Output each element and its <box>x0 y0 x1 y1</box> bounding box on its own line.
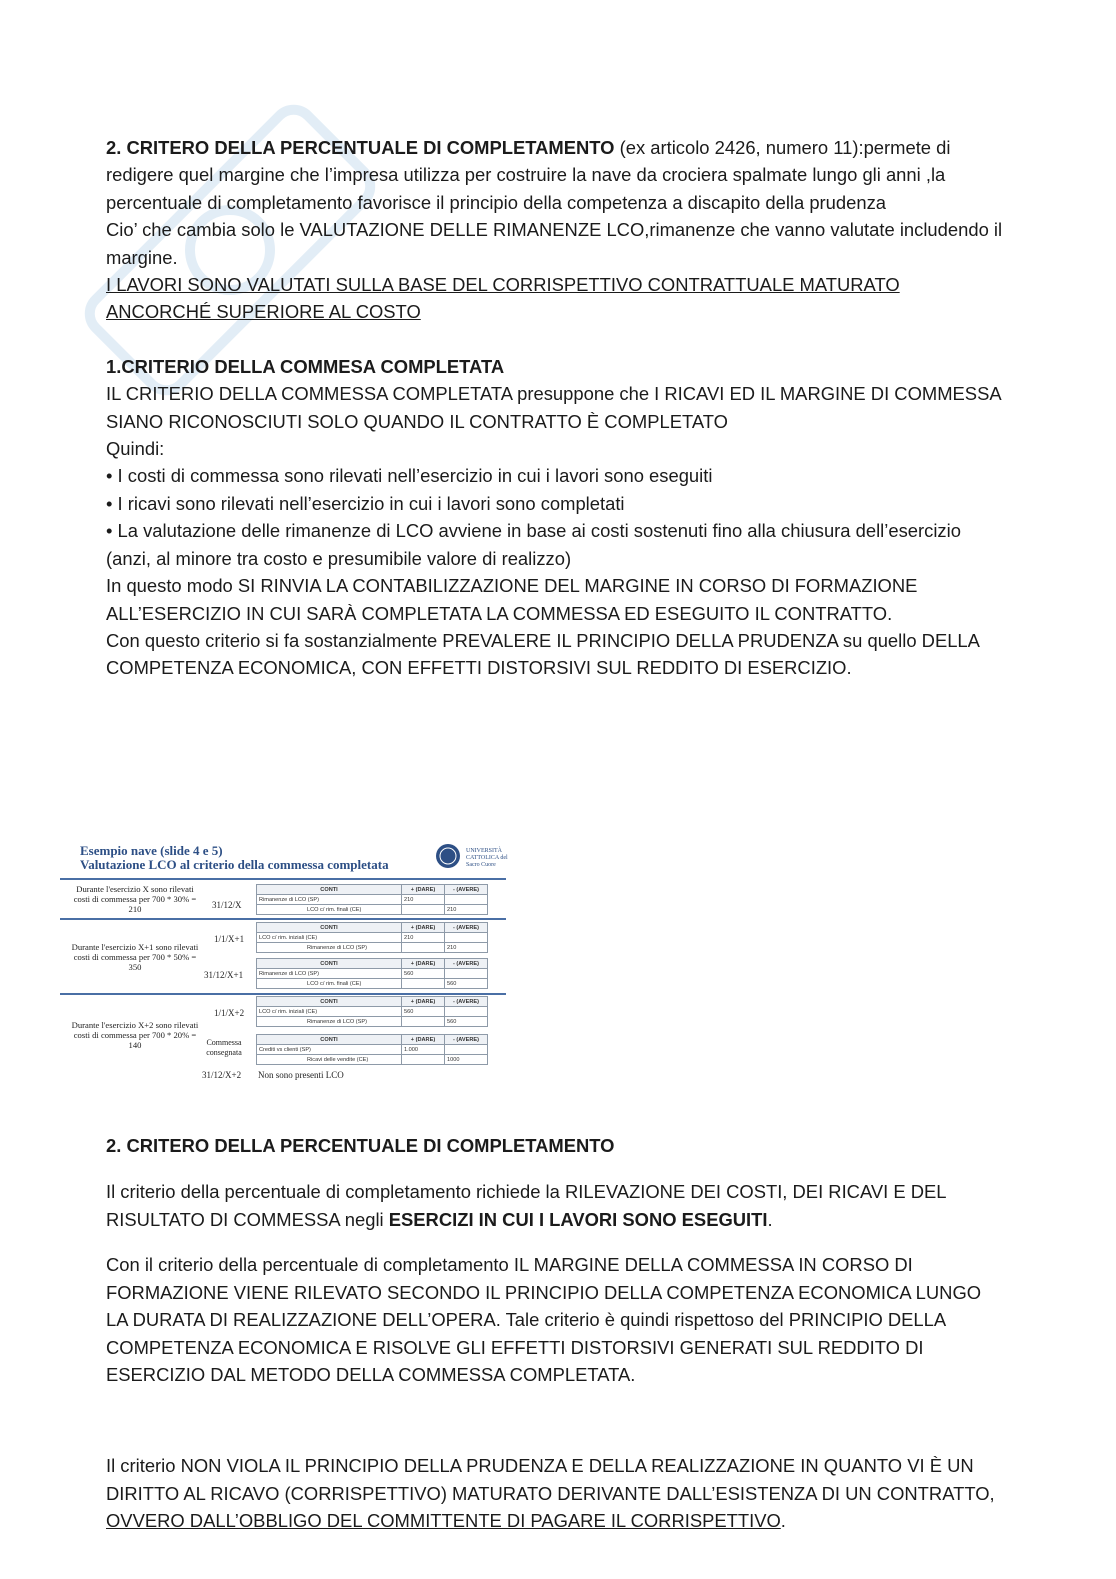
slide-title: Esempio nave (slide 4 e 5) Valutazione LCO al criterio della commessa completata <box>80 843 389 872</box>
section3-p2: Con il criterio della percentuale di completamento IL MARGINE DELLA COMMESSA IN CORSO DI FORMAZIONE VIENE RILEVATO SECONDO IL PRINCIPIO DELLA COMPETENZA ECONOMICA LUNGO LA DURATA DI REALIZZAZIONE DELL’OPERA. Tale criterio è quindi rispettoso del PRINCIPIO DELLA COMPETENZA ECONOMICA E RISOLVE GLI EFFETTI DISTORSIVI GENERATI SUL REDDITO DI ESERCIZIO DAL METODO DELLA COMMESSA COMPLETATA. <box>106 1254 982 1386</box>
upper-text <box>106 134 1006 682</box>
section1-paragraph: 2. CRITERO DELLA PERCENTUALE DI COMPLETAMENTO (ex articolo 2426, numero 11):permete di redigere quel margine che l’impresa utilizza per costruire la nave da crociera spalmate lungo gli anni ,la percentuale di completamento favorisce il principio della competenza a discapito della prudenza <box>106 137 951 213</box>
section2-quindi: Quindi: <box>106 438 165 460</box>
section3-p1: Il criterio della percentuale di completamento richiede la RILEVAZIONE DEI COSTI, DEI RICAVI E DEL RISULTATO DI COMMESSA negli ESERCIZI IN CUI I LAVORI SONO ESEGUITI. <box>106 1181 946 1230</box>
university-name: UNIVERSITÀ CATTOLICA del Sacro Cuore <box>466 848 508 868</box>
section1-p2: Cio’ che cambia solo le VALUTAZIONE DELLE RIMANENZE LCO,rimanenze che vanno valutate includendo il margine. <box>106 219 1003 268</box>
section2-p1: IL CRITERIO DELLA COMMESSA COMPLETATA presuppone che I RICAVI ED IL MARGINE DI COMMESSA SIANO RICONOSCIUTI SOLO QUANDO IL CONTRATTO È COMPLETATO <box>106 383 1001 432</box>
group-label: Durante l'esercizio X+2 sono rilevati costi di commessa per 700 * 20% = 140 <box>71 1020 199 1050</box>
entry-date: Commessa consegnata <box>206 1038 242 1057</box>
bullet-item: • I ricavi sono rilevati nell’esercizio in cui i lavori sono completati <box>106 492 625 514</box>
university-seal-icon <box>434 842 462 870</box>
journal-entry-table: CONTI + (DARE) - (AVERE) LCO c/ rim. iniziali (CE) 210 Rimanenze di LCO (SP) 210 <box>256 922 488 953</box>
final-note: Non sono presenti LCO <box>258 1070 344 1080</box>
section2-heading: 1.CRITERIO DELLA COMMESA COMPLETATA <box>106 355 505 377</box>
bullet-item: • I costi di commessa sono rilevati nell’esercizio in cui i lavori sono eseguiti <box>106 465 713 487</box>
lower-text <box>106 1114 1006 1553</box>
section2-p3: Con questo criterio si fa sostanzialmente PREVALERE IL PRINCIPIO DELLA PRUDENZA su quello DELLA COMPETENZA ECONOMICA, CON EFFETTI DISTORSIVI SUL REDDITO DI ESERCIZIO. <box>106 629 979 679</box>
divider <box>60 878 506 880</box>
group-label: Durante l'esercizio X+1 sono rilevati costi di commessa per 700 * 50% = 350 <box>71 942 199 972</box>
journal-entry-table: CONTI + (DARE) - (AVERE) LCO c/ rim. iniziali (CE) 560 Rimanenze di LCO (SP) 560 <box>256 996 488 1027</box>
bullet-item: • La valutazione delle rimanenze di LCO avviene in base ai costi sostenuti fino alla chiusura dell’esercizio (anzi, al minore tra costo e presumibile valore di realizzo) <box>106 520 961 569</box>
entry-date: 31/12/X+1 <box>204 970 244 980</box>
section1-heading: 2. CRITERO DELLA PERCENTUALE DI COMPLETAMENTO <box>106 137 615 158</box>
divider <box>60 993 506 995</box>
entry-date: 31/12/X+2 <box>202 1070 242 1080</box>
entry-date: 1/1/X+1 <box>214 934 245 944</box>
divider <box>60 918 506 920</box>
entry-date: 1/1/X+2 <box>214 1008 245 1018</box>
journal-entry-table: CONTI + (DARE) - (AVERE) Rimanenze di LCO (SP) 560 LCO c/ rim. finali (CE) 560 <box>256 958 488 989</box>
journal-entry-table: CONTI + (DARE) - (AVERE) Crediti vs clienti (SP) 1.000 Ricavi delle vendite (CE) 1000 <box>256 1034 488 1065</box>
section1-p3: I LAVORI SONO VALUTATI SULLA BASE DEL CORRISPETTIVO CONTRATTUALE MATURATO ANCORCHÉ SUPERIORE AL COSTO <box>106 274 900 323</box>
slide-image <box>60 838 512 1084</box>
section2-p2: In questo modo SI RINVIA LA CONTABILIZZAZIONE DEL MARGINE IN CORSO DI FORMAZIONE ALL’ESERCIZIO IN CUI SARÀ COMPLETATA LA COMMESSA ED ESEGUITO IL CONTRATTO. <box>106 575 918 624</box>
entry-date: 31/12/X <box>212 900 242 910</box>
section3-p3: Il criterio NON VIOLA IL PRINCIPIO DELLA PRUDENZA E DELLA REALIZZAZIONE IN QUANTO VI È UN DIRITTO AL RICAVO (CORRISPETTIVO) MATURATO DERIVANTE DALL’ESISTENZA DI UN CONTRATTO, OVVERO DALL’OBBLIGO DEL COMMITTENTE DI PAGARE IL CORRISPETTIVO. <box>106 1455 995 1532</box>
section3-heading: 2. CRITERO DELLA PERCENTUALE DI COMPLETAMENTO <box>106 1135 615 1157</box>
journal-entry-table: CONTI + (DARE) - (AVERE) Rimanenze di LCO (SP) 210 LCO c/ rim. finali (CE) 210 <box>256 884 488 915</box>
group-label: Durante l'esercizio X sono rilevati costi di commessa per 700 * 30% = 210 <box>73 884 197 914</box>
